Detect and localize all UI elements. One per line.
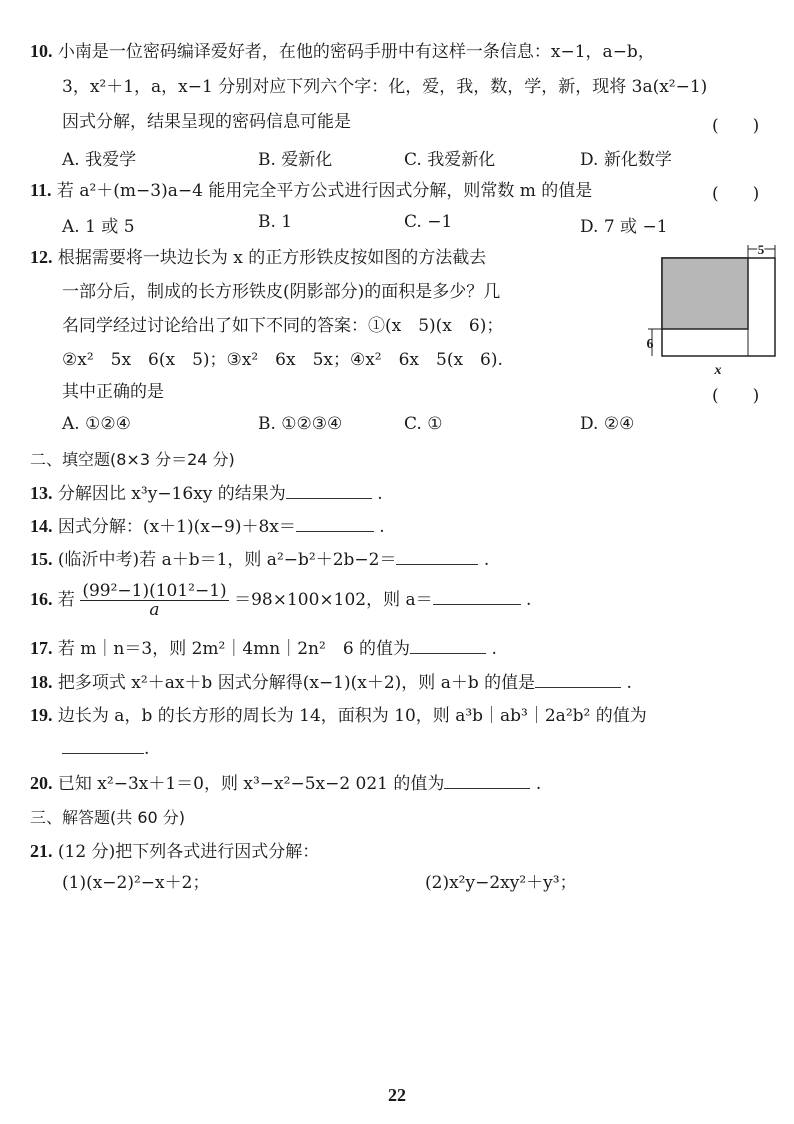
q18-answer-blank[interactable] [535, 673, 621, 688]
q16-denominator: a [149, 600, 160, 620]
q12-number: 12. [30, 247, 53, 267]
q18-text: 把多项式 x²＋ax＋b 因式分解得(x−1)(x＋2)，则 a＋b 的值是 [57, 673, 536, 693]
q14-text: 因式分解：(x＋1)(x−9)＋8x＝ [57, 517, 296, 537]
figure-label-6: 6 [646, 337, 654, 352]
q18-number: 18. [30, 672, 53, 692]
q19-number: 19. [30, 705, 53, 725]
q11-option-a[interactable]: A. 1 或 5 [62, 217, 135, 237]
q16-end: . [526, 590, 532, 610]
q18 [30, 671, 632, 694]
q17-answer-blank[interactable] [410, 639, 486, 654]
q17-text: 若 m｜n＝3，则 2m²｜4mn｜2n² 6 的值为 [57, 639, 411, 659]
q13 [30, 482, 383, 505]
q16-fraction [80, 582, 228, 619]
q19-end: . [144, 739, 150, 759]
q15-number: 15. [30, 549, 53, 569]
q11-option-c[interactable]: C. −1 [404, 212, 453, 232]
q13-number: 13. [30, 483, 53, 503]
q19 [30, 704, 647, 727]
q11-number: 11. [30, 180, 52, 200]
q16-numerator: (99²−1)(101²−1) [82, 581, 227, 601]
q20 [30, 772, 541, 795]
q21 [30, 840, 319, 863]
q12-text-4: ②x² 5x 6(x 5)；③x² 6x 5x；④x² 6x 5(x 6). [62, 350, 503, 370]
q16-number: 16. [30, 589, 53, 609]
q16-pre: 若 [57, 590, 75, 610]
q21-number: 21. [30, 841, 53, 861]
q11-answer-paren[interactable]: ( ) [712, 184, 760, 204]
q12-text-2: 一部分后，制成的长方形铁皮(阴影部分)的面积是多少？几 [62, 282, 501, 302]
q10-line1 [30, 40, 655, 63]
q14-number: 14. [30, 516, 53, 536]
q21-text: (12 分)把下列各式进行因式分解： [57, 842, 320, 862]
q16 [30, 582, 531, 619]
q18-end: . [626, 673, 632, 693]
q17-number: 17. [30, 638, 53, 658]
q11-option-d[interactable]: D. 7 或 −1 [580, 217, 668, 237]
page-number: 22 [388, 1085, 406, 1105]
q17-end: . [491, 639, 497, 659]
q13-answer-blank[interactable] [286, 484, 372, 499]
q11-line1 [30, 179, 592, 202]
q10-answer-paren[interactable]: ( ) [712, 116, 760, 136]
q19-line2 [62, 738, 149, 760]
q19-text: 边长为 a，b 的长方形的周长为 14，面积为 10，则 a³b｜ab³｜2a²b² 的值为 [57, 706, 647, 726]
q14 [30, 515, 385, 538]
q12-option-b[interactable]: B. ①②③④ [258, 414, 343, 434]
q15-text: (临沂中考)若 a＋b＝1，则 a²−b²＋2b−2＝ [57, 550, 397, 570]
section-3-heading: 三、解答题(共 60 分) [30, 808, 186, 827]
q15 [30, 548, 489, 571]
q13-end: . [377, 484, 383, 504]
q10-text-2: 3，x²＋1，a，x−1 分别对应下列六个字：化，爱，我，数，学，新，现将 3a(x²−1) [62, 77, 708, 97]
q15-end: . [483, 550, 490, 570]
q10-option-a[interactable]: A. 我爱学 [62, 150, 137, 170]
q19-answer-blank[interactable] [62, 739, 144, 754]
q11-text: 若 a²＋(m−3)a−4 能用完全平方公式进行因式分解，则常数 m 的值是 [56, 181, 593, 201]
q16-answer-blank[interactable] [433, 590, 521, 605]
q10-text-3: 因式分解，结果呈现的密码信息可能是 [62, 112, 351, 132]
q12-answer-paren[interactable]: ( ) [712, 386, 760, 406]
q10-option-d[interactable]: D. 新化数学 [580, 150, 672, 170]
q10-option-c[interactable]: C. 我爱新化 [404, 150, 496, 170]
q14-end: . [379, 517, 385, 537]
q21-part-1: (1)(x−2)²−x＋2； [62, 873, 210, 893]
q10-text-1: 小南是一位密码编译爱好者，在他的密码手册中有这样一条信息：x−1，a−b， [57, 42, 655, 62]
q12-option-d[interactable]: D. ②④ [580, 414, 635, 434]
q20-answer-blank[interactable] [444, 774, 530, 789]
q10-number: 10. [30, 41, 53, 61]
q13-text: 分解因比 x³y−16xy 的结果为 [57, 484, 286, 504]
figure-label-x: x [714, 363, 722, 378]
q11-option-b[interactable]: B. 1 [258, 212, 293, 232]
figure-shaded-rectangle [662, 258, 748, 329]
q10-option-b[interactable]: B. 爱新化 [258, 150, 333, 170]
figure-label-5: 5 [757, 242, 765, 257]
q14-answer-blank[interactable] [296, 517, 374, 532]
q12-text-3: 名同学经过讨论给出了如下不同的答案：①(x 5)(x 6)； [62, 316, 504, 336]
section-2-heading: 二、填空题(8×3 分＝24 分) [30, 450, 235, 469]
q12-text-1: 根据需要将一块边长为 x 的正方形铁皮按如图的方法截去 [57, 248, 487, 268]
q15-answer-blank[interactable] [396, 550, 478, 565]
q12-option-c[interactable]: C. ① [404, 414, 443, 434]
q12-square-figure [640, 240, 790, 380]
q21-part-2: (2)x²y−2xy²＋y³； [425, 873, 577, 893]
q17 [30, 637, 497, 660]
q20-number: 20. [30, 773, 53, 793]
q16-post: ＝98×100×102，则 a＝ [234, 590, 433, 610]
q12-option-a[interactable]: A. ①②④ [62, 414, 131, 434]
q20-text: 已知 x²−3x＋1＝0，则 x³−x²−5x−2 021 的值为 [57, 774, 445, 794]
q12-text-5: 其中正确的是 [62, 382, 164, 402]
q20-end: . [535, 774, 542, 794]
q12-line1 [30, 246, 486, 269]
